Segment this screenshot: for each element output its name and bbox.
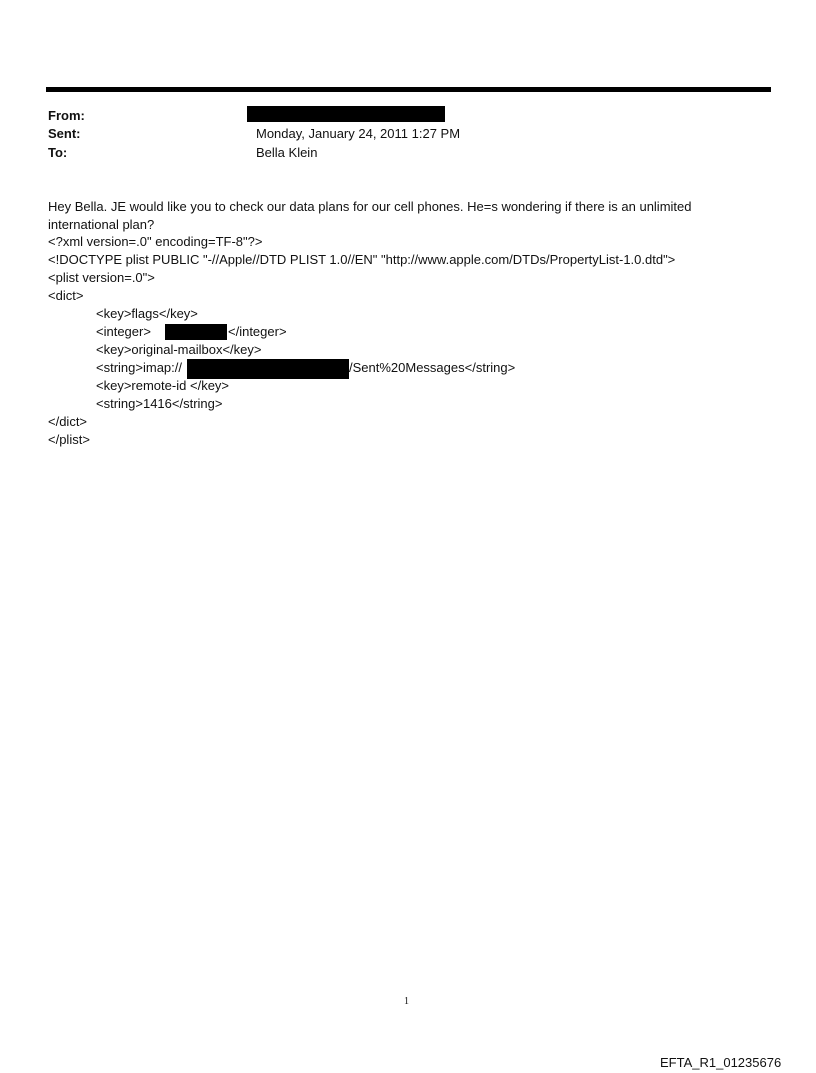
message-text: Hey Bella. JE would like you to check our data plans for our cell phones. He=s wondering if there is an unlimited international plan?	[48, 199, 692, 232]
integer-open-tag: <integer>	[96, 324, 151, 339]
sent-label: Sent:	[48, 126, 81, 141]
key-remote-id-end: </key>	[190, 378, 230, 393]
from-label: From:	[48, 108, 85, 123]
page-number: 1	[404, 996, 409, 1007]
integer-close-tag: </integer>	[228, 324, 287, 339]
bates-number: EFTA_R1_01235676	[660, 1055, 782, 1070]
to-label: To:	[48, 145, 68, 160]
string-sent-close: /Sent%20Messages</string>	[349, 360, 516, 375]
plist-close-tag: </plist>	[48, 432, 90, 447]
key-remote-id-start: <key>remote-id	[96, 378, 187, 393]
sent-value: Monday, January 24, 2011 1:27 PM	[256, 126, 461, 141]
mailbox-redaction	[187, 359, 349, 379]
to-value: Bella Klein	[256, 145, 318, 160]
integer-redaction	[165, 324, 227, 340]
dict-open-tag: <dict>	[48, 288, 84, 303]
dict-close-tag: </dict>	[48, 414, 88, 429]
header-rule	[46, 87, 771, 92]
doctype-line: <!DOCTYPE plist PUBLIC "-//Apple//DTD PLIST 1.0//EN" "http://www.apple.com/DTDs/PropertyList-1.0.dtd">	[48, 252, 676, 267]
xml-declaration: <?xml version=.0" encoding=TF-8"?>	[48, 234, 263, 249]
string-imap-open: <string>imap://	[96, 360, 182, 375]
plist-open-tag: <plist version=.0">	[48, 270, 155, 285]
string-1416-line: <string>1416</string>	[96, 396, 223, 411]
key-flags-line: <key>flags</key>	[96, 306, 198, 321]
from-redaction	[247, 106, 445, 122]
key-mailbox-line: <key>original-mailbox</key>	[96, 342, 262, 357]
